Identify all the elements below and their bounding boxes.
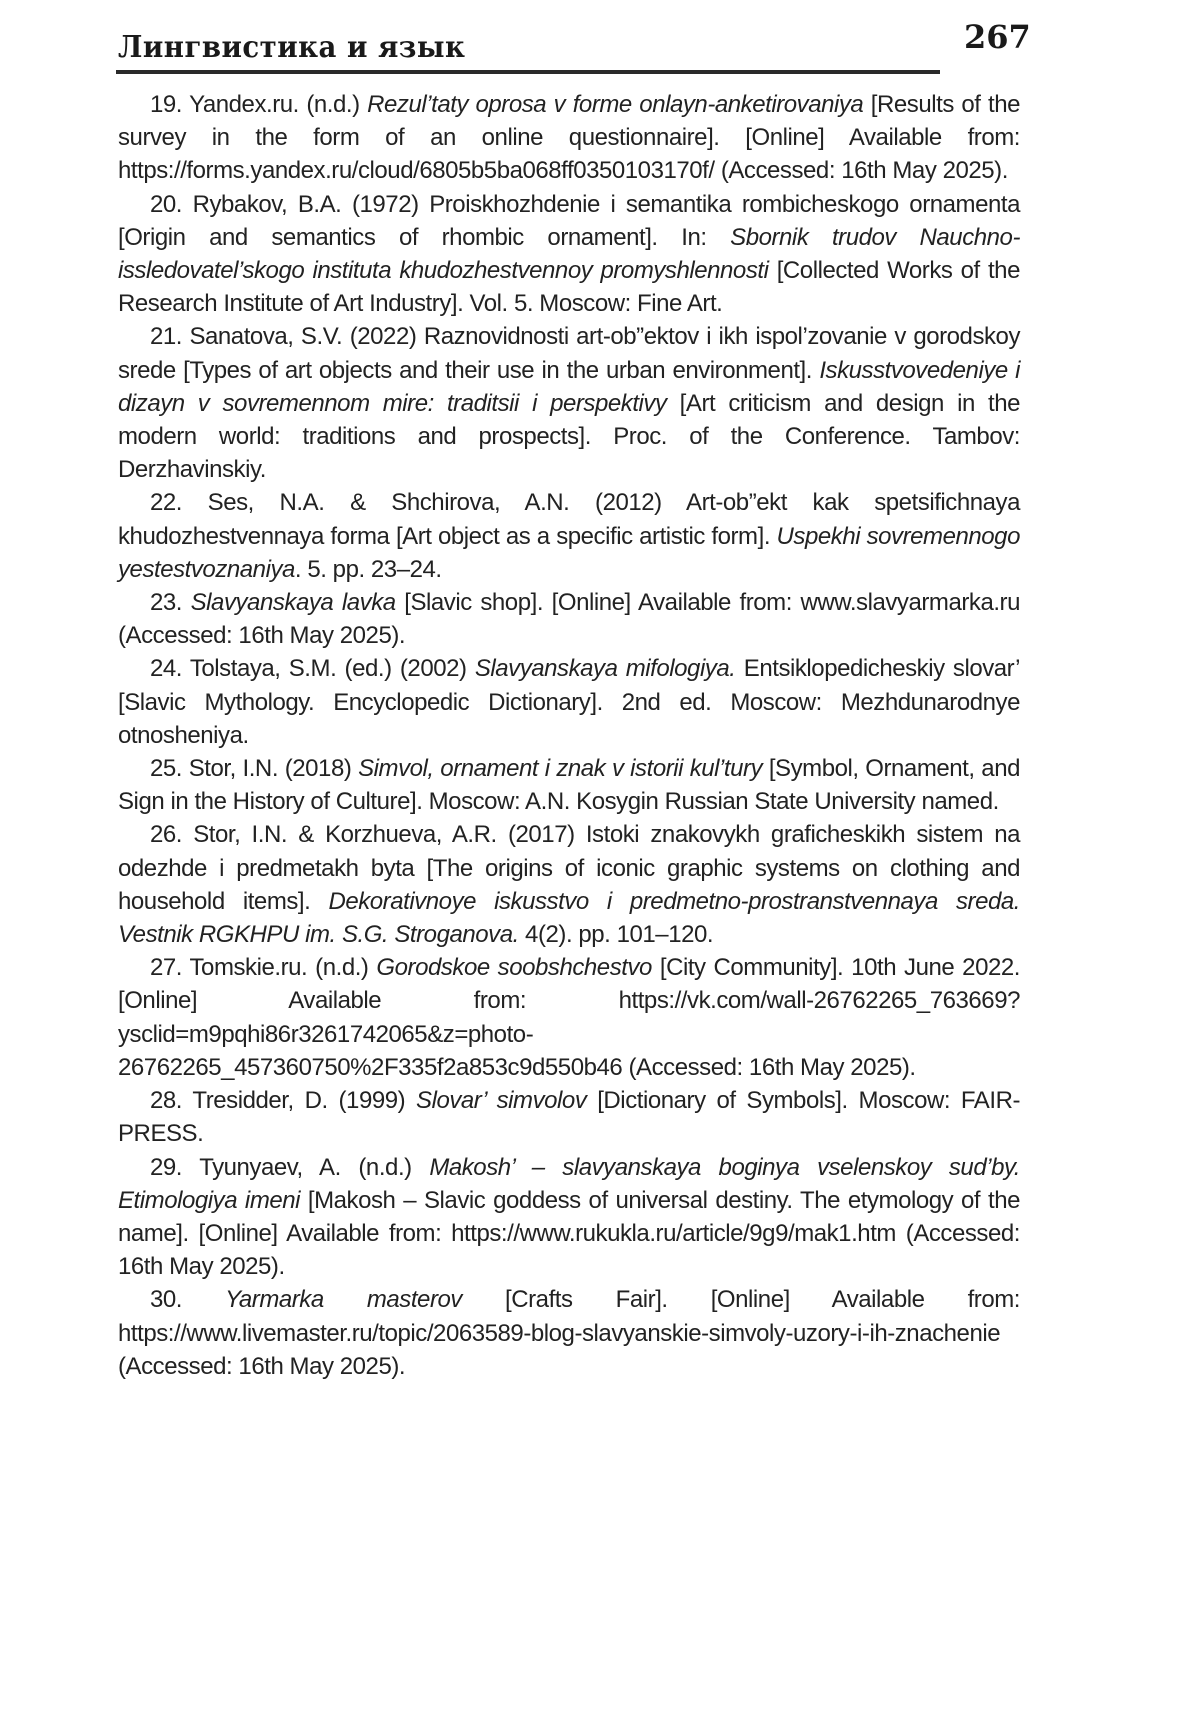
reference-number: 23. [150, 589, 183, 617]
reference-number: 27. [150, 954, 183, 982]
reference-item [118, 951, 1020, 1084]
reference-number: 29. [150, 1153, 183, 1181]
reference-title-italic: Slavyanskaya lavka [190, 589, 396, 617]
reference-title-italic: Makosh’ – slavyanskaya boginya vselenskoy sud’by. Etimologiya imeni [118, 1153, 1020, 1214]
reference-title-italic: Rezul’taty oprosa v forme onlayn-anketirovaniya [367, 91, 864, 118]
reference-title-italic: Sbornik trudov Nauchno-issledovatel’skogo instituta khudozhestvennoy promyshlennosti [118, 223, 1020, 285]
reference-title-italic: Simvol, ornament i znak v istorii kul’tury [358, 755, 763, 783]
reference-text: . 5. pp. 23–24. [294, 555, 442, 583]
reference-item [118, 88, 1020, 188]
reference-title-italic: Slavyanskaya mifologiya. [474, 655, 736, 683]
reference-item [118, 188, 1020, 321]
reference-title-italic: Gorodskoe soobshchestvo [376, 954, 652, 982]
reference-item [118, 652, 1020, 752]
reference-title-italic: Slovar’ simvolov [416, 1087, 587, 1115]
reference-text: Tolstaya, S.M. (ed.) (2002) [189, 655, 475, 683]
reference-text: Stor, I.N. & Korzhueva, A.R. (2017) Istoki znakovykh graficheskikh sistem na odezhde i predmetakh byta [The origins of iconic graphic systems on clothing and household items]. [118, 821, 1020, 915]
reference-text: Tomskie.ru. (n.d.) [189, 954, 377, 982]
reference-item [118, 486, 1020, 586]
reference-item [118, 320, 1020, 486]
reference-number: 22. [150, 489, 183, 517]
reference-title-italic: Iskusstvovedeniye i dizayn v sovremennom mire: traditsii i perspektivy [118, 356, 1020, 417]
reference-list [118, 88, 1020, 1383]
reference-text: [Art criticism and design in the modern world: traditions and prospects]. Proc. of the Conference. Tambov: Derzhavinskiy. [118, 389, 1020, 484]
reference-number: 21. [150, 323, 183, 351]
reference-item [118, 818, 1020, 951]
reference-text: [Results of the survey in the form of an online questionnaire]. [Online] Available from: https://forms.yandex.ru/cloud/6805b5ba068ff0350103170f/ (Accessed: 16th May 2025). [118, 91, 1020, 185]
reference-item [118, 752, 1020, 818]
page-number: 267 [964, 18, 1031, 56]
reference-text: Rybakov, B.A. (1972) Proiskhozhdenie i semantika rombicheskogo ornamenta [Origin and semantics of rhombic ornament]. In: [118, 190, 1020, 251]
reference-title-italic: Yarmarka masterov [225, 1286, 462, 1314]
reference-item [118, 1151, 1020, 1284]
reference-text: Tresidder, D. (1999) [192, 1087, 417, 1115]
section-title: Лингвистика и язык [118, 30, 466, 65]
reference-number: 19. [150, 91, 183, 118]
reference-text: [Slavic shop]. [Online] Available from: www.slavyarmarka.ru (Accessed: 16th May 2025). [118, 589, 1020, 650]
reference-text: [Collected Works of the Research Institute of Art Industry]. Vol. 5. Moscow: Fine Art. [118, 257, 1020, 318]
reference-number: 26. [150, 821, 183, 849]
reference-number: 20. [150, 190, 183, 218]
reference-number: 24. [150, 655, 183, 683]
reference-text: [City Community]. 10th June 2022. [Online] Available from: https://vk.com/wall-26762265_763669?ysclid=m9pqhi86r3261742065&z=photo-26762265_457360750%2F335f2a853c9d550b46 (Accessed: 16th May 2025). [118, 954, 1020, 1081]
reference-text: [Dictionary of Symbols]. Moscow: FAIR-PRESS. [118, 1087, 1020, 1148]
reference-text: Tyunyaev, A. (n.d.) [199, 1153, 430, 1181]
reference-text: Yandex.ru. (n.d.) [189, 91, 368, 118]
reference-text: Stor, I.N. (2018) [188, 755, 359, 783]
reference-text: [Crafts Fair]. [Online] Available from: https://www.livemaster.ru/topic/2063589-blog-slavyanskie-simvoly-uzory-i-ih-znachenie (Accessed: 16th May 2025). [118, 1286, 1021, 1380]
running-head [118, 26, 938, 76]
reference-number: 25. [150, 755, 183, 783]
reference-text: 4(2). pp. 101–120. [518, 921, 714, 949]
reference-text: Sanatova, S.V. (2022) Raznovidnosti art-ob”ektov i ikh ispol’zovanie v gorodskoy srede [Types of art objects and their use in the urban environment]. [118, 323, 1020, 384]
reference-title-italic: Dekorativnoye iskusstvo i predmetno-prostranstvennaya sreda. Vestnik RGKHPU im. S.G. Stroganova. [118, 887, 1020, 949]
reference-item [118, 1084, 1020, 1150]
reference-text: [Makosh – Slavic goddess of universal destiny. The etymology of the name]. [Online] Available from: https://www.rukukla.ru/article/9g9/mak1.htm (Accessed: 16th May 2025). [118, 1186, 1020, 1281]
reference-item [118, 1283, 1020, 1383]
reference-text: Entsiklopedicheskiy slovar’ [Slavic Mythology. Encyclopedic Dictionary]. 2nd ed. Moscow: Mezhdunarodnye otnosheniya. [118, 655, 1020, 749]
reference-number: 28. [150, 1087, 183, 1115]
reference-text: Ses, N.A. & Shchirova, A.N. (2012) Art-ob”ekt kak spetsifichnaya khudozhestvennaya forma [Art object as a specific artistic form]. [118, 489, 1020, 550]
reference-text: [Symbol, Ornament, and Sign in the History of Culture]. Moscow: A.N. Kosygin Russian State University named. [118, 755, 1020, 816]
reference-number: 30. [150, 1286, 183, 1314]
header-rule [116, 70, 940, 74]
reference-title-italic: Uspekhi sovremennogo yestestvoznaniya [118, 522, 1020, 583]
reference-item [118, 586, 1020, 652]
